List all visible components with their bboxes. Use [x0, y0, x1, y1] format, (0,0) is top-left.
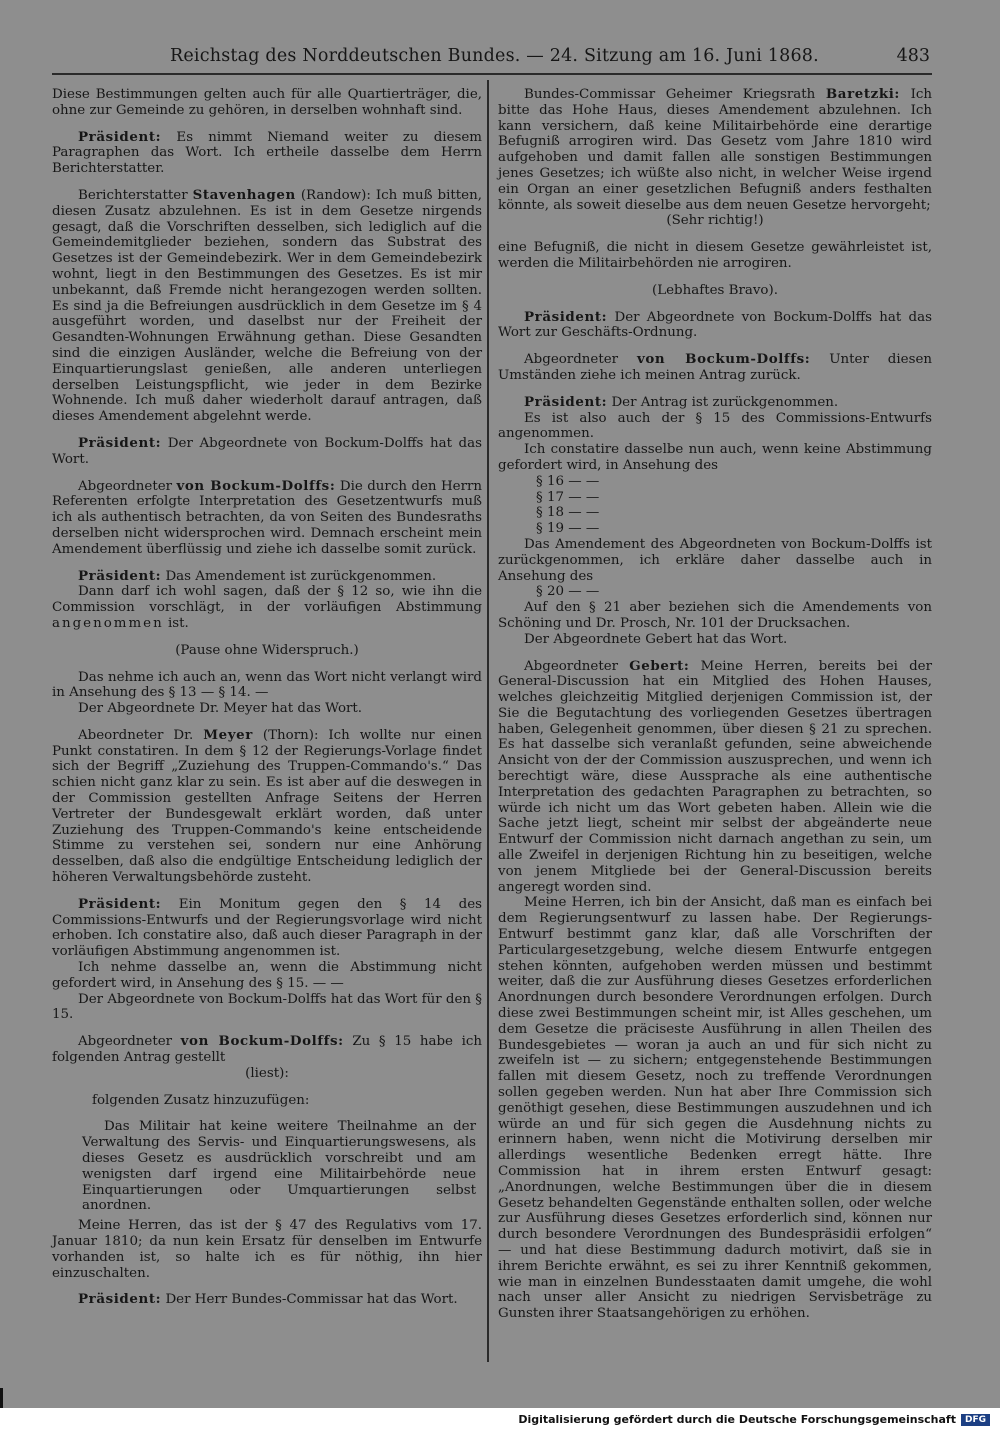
speaker-prefix: Abgeordneter: [78, 478, 177, 494]
left-paragraph: [52, 960, 482, 992]
left-paragraph: [52, 1093, 482, 1109]
speaker-name: Stavenhagen: [192, 186, 296, 203]
paragraph-text: (Sehr richtig!): [666, 213, 764, 229]
paragraph-text: Auf den § 21 aber beziehen sich die Amendements von Schöning und Dr. Prosch, Nr. 101 der Drucksachen.: [498, 600, 932, 631]
speaker-name: Präsident:: [524, 308, 608, 325]
spaced-emphasis: angenommen: [52, 615, 164, 631]
left-paragraph: [52, 992, 482, 1024]
right-paragraph: [498, 600, 932, 632]
speaker-name: Präsident:: [78, 1291, 162, 1308]
paragraph-text: Ich nehme dasselbe an, wenn die Abstimmung nicht gefordert wird, in Ansehung des § 15. — —: [52, 960, 482, 991]
paragraph-text: Es nimmt Niemand weiter zu diesem Paragraphen das Wort. Ich ertheile dasselbe dem Herrn Berichterstatter.: [52, 129, 482, 177]
footer-credit: Digitalisierung gefördert durch die Deutsche Forschungsgemeinschaft: [518, 1413, 956, 1426]
right-paragraph: [498, 537, 932, 584]
paragraph-text: (Thorn): Ich wollte nur einen Punkt constatiren. In dem § 12 der Regierungs-Vorlage findet sich der Begriff „Zuziehung des Truppen-Commando's.“ Das schien nicht ganz klar zu sein. Es ist aber auf die deswegen in der Commission gestellten Anfrage Seitens der Herren Vertreter der Bundesgewalt erklärt worden, daß unter Zuziehung des Truppen-Commando's keine entscheidende Stimme zu verstehen sei, sondern nur eine Anhörung desselben, daß also die endgültige Entscheidung lediglich der höheren Verwaltungsbehörde zusteht.: [52, 727, 482, 886]
speaker-name: von Bockum-Dolffs:: [636, 351, 811, 368]
speaker-name: Präsident:: [78, 434, 162, 451]
paragraph-text: Der Abgeordnete von Bockum-Dolffs hat das Wort zur Geschäfts-Ordnung.: [498, 309, 932, 341]
left-paragraph: [52, 1292, 482, 1308]
paragraph-text: Diese Bestimmungen gelten auch für alle Quartierträger, die, ohne zur Gemeinde zu gehören, in derselben wohnhaft sind.: [52, 87, 482, 118]
right-paragraph: [498, 213, 932, 229]
speaker-name: Präsident:: [78, 128, 162, 145]
speaker-prefix: Dann darf ich wohl sagen, daß der § 12 so, wie ihn die Commission vorschlägt, in der vorläufigen Abstimmung: [52, 584, 482, 616]
speaker-prefix: Abgeordneter: [524, 658, 630, 674]
paragraph-text: eine Befugniß, die nicht in diesem Gesetze gewährleistet ist, werden die Militairbehörden nie arrogiren.: [498, 240, 932, 271]
paragraph-text: Das Militair hat keine weitere Theilnahme an der Verwaltung des Servis- und Einquartierungswesens, als dieses Gesetz es ausdrücklich vorschreibt und am wenigsten darf irgend eine Militairbehörde neue Einquartierungen oder Umquartierungen selbst anordnen.: [82, 1119, 476, 1214]
right-paragraph: [498, 490, 932, 506]
right-paragraph: [498, 310, 932, 342]
right-paragraph: [498, 474, 932, 490]
paragraph-text: (Randow): Ich muß bitten, diesen Zusatz abzulehnen. Es ist in dem Gesetze nirgends gesagt, daß die Vorschriften desselben, sich lediglich auf die Gemeindemitglieder beziehen, sondern das Substrat des Gesetzes ist der Gemeindebezirk. Wer in dem Gemeindebezirk wohnt, liegt in den Bestimmungen des Gesetzes. Es ist mir unbekannt, daß Fremde nicht herangezogen werden sollten. Es sind ja die Befreiungen ausdrücklich in dem Gesetze im § 4 ausgeführt worden, und daselbst nur der Freiheit der Gesandten-Wohnungen Erwähnung gethan. Diese Gesandten sind die einzigen Ausländer, welche die Befreiung von der Einquartierungslast genießen, alle anderen unterliegen derselben Leistungspflicht, wie jeder in dem Bezirke Wohnende. Ich muß daher wiederholt darauf antragen, daß dieses Amendement abgelehnt werde.: [52, 187, 482, 425]
paragraph-text: § 18 — —: [536, 505, 600, 521]
right-paragraph: [498, 521, 932, 537]
speaker-prefix: Abeordneter Dr.: [78, 727, 204, 743]
right-paragraph: [498, 632, 932, 648]
left-paragraph: [52, 130, 482, 177]
speaker-name: Meyer: [203, 726, 253, 743]
paragraph-text: Der Abgeordnete von Bockum-Dolffs hat das Wort für den § 15.: [52, 991, 482, 1023]
speaker-prefix: Bundes-Commissar Geheimer Kriegsrath: [524, 87, 826, 102]
header-rule: [52, 73, 932, 75]
left-paragraph: [52, 479, 482, 558]
left-paragraph: [52, 584, 482, 631]
page-number: 483: [896, 46, 930, 66]
running-header: [170, 44, 930, 70]
paragraph-text: Meine Herren, das ist der § 47 des Regulativs vom 17. Januar 1810; da nun kein Ersatz für denselben im Entwurfe vorhanden ist, so halte ich es für nöthig, ihn hier einzuschalten.: [52, 1218, 482, 1281]
paragraph-text: Ein Monitum gegen den § 14 des Commissions-Entwurfs und der Regierungsvorlage wird nicht erhoben. Ich constatire also, daß auch dieser Paragraph in der vorläufigen Abstimmung angenommen ist.: [52, 896, 482, 960]
paragraph-text: ist.: [163, 615, 189, 631]
right-paragraph: [498, 659, 932, 896]
right-paragraph: [498, 895, 932, 1322]
paragraph-text: Es ist also auch der § 15 des Commissions-Entwurfs angenommen.: [498, 410, 932, 442]
right-paragraph: [498, 395, 932, 411]
dfg-logo: DFG: [961, 1414, 990, 1426]
right-paragraph: [498, 87, 932, 213]
paragraph-text: Das Amendement des Abgeordneten von Bockum-Dolffs ist zurückgenommen, ich erkläre daher dasselbe auch in Ansehung des: [498, 536, 932, 584]
paragraph-text: folgenden Zusatz hinzuzufügen:: [92, 1092, 310, 1108]
left-paragraph: [52, 728, 482, 886]
left-paragraph: [52, 670, 482, 702]
paragraph-text: Der Abgeordnete von Bockum-Dolffs hat das Wort.: [52, 435, 482, 467]
left-paragraph: [52, 1034, 482, 1066]
speaker-name: von Bockum-Dolffs:: [176, 477, 336, 494]
paragraph-text: Der Abgeordnete Gebert hat das Wort.: [524, 631, 788, 647]
right-column: [498, 87, 932, 1333]
paragraph-text: Ich constatire dasselbe nun auch, wenn keine Abstimmung gefordert wird, in Ansehung des: [498, 442, 932, 473]
paragraph-text: (liest):: [245, 1065, 289, 1081]
left-paragraph: [52, 569, 482, 585]
paragraph-text: Die durch den Herrn Referenten erfolgte Interpretation des Gesetzentwurfs muß ich als authentisch betrachten, da von Seiten des Bundesraths derselben nicht widersprochen wird. Demnach erscheint mein Amendement überflüssig und ziehe ich dasselbe somit zurück.: [52, 478, 482, 557]
left-paragraph: [52, 1218, 482, 1281]
paragraph-text: § 19 — —: [536, 521, 600, 537]
paragraph-text: (Pause ohne Widerspruch.): [175, 642, 359, 658]
paragraph-text: Der Abgeordnete Dr. Meyer hat das Wort.: [78, 701, 363, 717]
speaker-name: Präsident:: [524, 393, 608, 410]
left-paragraph: [52, 1066, 482, 1082]
left-column: [52, 87, 482, 1319]
paragraph-text: Zu § 15 habe ich folgenden Antrag gestellt: [52, 1034, 482, 1066]
speaker-name: Präsident:: [78, 567, 162, 584]
left-paragraph: [52, 1119, 482, 1214]
speaker-name: von Bockum-Dolffs:: [180, 1033, 344, 1050]
left-paragraph: [52, 87, 482, 119]
speaker-name: Präsident:: [78, 895, 162, 912]
left-paragraph: [52, 701, 482, 717]
right-paragraph: [498, 240, 932, 272]
speaker-prefix: Abgeordneter: [78, 1034, 181, 1050]
paragraph-text: Das Amendement ist zurückgenommen.: [161, 568, 437, 584]
right-paragraph: [498, 505, 932, 521]
paragraph-text: (Lebhaftes Bravo).: [652, 282, 778, 298]
speaker-prefix: Berichterstatter: [78, 187, 193, 203]
scan-edge-mark: [0, 1388, 3, 1408]
paragraph-text: Ich bitte das Hohe Haus, dieses Amendement abzulehnen. Ich kann versichern, daß keine Militairbehörde eine derartige Befugniß arrogiren wird. Das Gesetz vom Jahre 1810 wird aufgehoben und damit fallen alle sonstigen Bestimmungen jenes Gesetzes; ich wüßte also nicht, in welcher Weise irgend ein Organ an einer gesetzlichen Befugniß anders festhalten könnte, als soweit dieselbe aus dem neuen Gesetze hervorgeht;: [498, 87, 933, 213]
paragraph-text: Meine Herren, ich bin der Ansicht, daß man es einfach bei dem Regierungsentwurf zu lassen habe. Der Regierungs-Entwurf bestimmt ganz klar, daß alle Vorschriften der Particulargesetzgebung, welche diesem Entwurfe entgegen stehen könnten, aufgehoben werden müssen und bestimmt weiter, daß die zur Ausführung dieses Gesetzes erforderlichen Anordnungen durch besondere Verordnungen erfolgen. Durch diese zwei Bestimmungen scheint mir, ist Alles geschehen, um dem Gesetze die präciseste Ausführung in allen Theilen des Bundesgebietes — woran ja auch an und für sich nicht zu zweifeln ist — zu sichern; entgegenstehende Bestimmungen fallen mit diesem Gesetz, noch zu treffende Verordnungen sollen gegeben werden. Nun hat aber Ihre Commission sich genöthigt gesehen, diese Bestimmungen auszudehnen und ich würde an und für sich gegen die Ausdehnung nichts zu erinnern haben, wenn nicht die Motivirung derselben mir allerdings wesentliche Bedenken erregt hätte. Ihre Commission hat in ihrem ersten Entwurf gesagt: „Anordnungen, welche Bestimmungen über die in diesem Gesetz behandelten Gegenstände enthalten sollen, oder welche zur Ausführung dieses Gesetzes erforderlich sind, können nur durch besondere Verordnungen des Bundespräsidii erfolgen“ — und hat diese Bestimmung dadurch motivirt, daß sie in ihrem Berichte erwähnt, es sei zu ihrer Kenntniß gekommen, wie man in einzelnen Bundesstaaten damit umgehe, die wohl nach unser aller Ansicht zu niedrigen Servisbeträge zu Gunsten ihrer Staatsangehörigen zu erhöhen.: [498, 895, 932, 1322]
column-divider: [487, 80, 489, 1362]
right-paragraph: [498, 352, 932, 384]
left-paragraph: [52, 436, 482, 468]
paragraph-text: § 17 — —: [536, 489, 600, 505]
header-title: Reichstag des Norddeutschen Bundes. — 24. Sitzung am 16. Juni 1868.: [170, 46, 819, 66]
paragraph-text: Der Herr Bundes-Commissar hat das Wort.: [161, 1292, 458, 1308]
digitization-footer: [518, 1413, 990, 1426]
right-paragraph: [498, 283, 932, 299]
paragraph-text: Der Antrag ist zurückgenommen.: [607, 394, 839, 410]
left-paragraph: [52, 897, 482, 960]
right-paragraph: [498, 442, 932, 474]
speaker-prefix: Abgeordneter: [524, 352, 637, 368]
right-paragraph: [498, 584, 932, 600]
paragraph-text: § 16 — —: [536, 473, 600, 489]
speaker-name: Baretzki:: [825, 86, 900, 102]
paragraph-text: Unter diesen Umständen ziehe ich meinen Antrag zurück.: [498, 352, 932, 383]
paragraph-text: Meine Herren, bereits bei der General-Discussion hat ein Mitglied des Hohen Hauses, welches gleichzeitig Mitglied derjenigen Commission ist, der Sie die Begutachtung des vorliegenden Gesetzes übertragen haben, Gelegenheit genommen, über diesen § 21 zu sprechen. Es hat dasselbe sich veranlaßt gefunden, seine abweichende Ansicht von der der Commission auszusprechen, und wenn ich berechtigt wäre, diese Aussprache als eine authentische Interpretation des gedachten Paragraphen zu betrachten, so würde ich nicht um das Wort gebeten haben. Allein wie die Sache jetzt liegt, scheint mir selbst der abgeänderte neue Entwurf der Commission nicht darnach angethan zu sein, um alle Zweifel in derjenigen Richtung hin zu beseitigen, welche von jenem Mitgliede bei der General-Discussion bereits angeregt worden sind.: [498, 658, 932, 895]
left-paragraph: [52, 643, 482, 659]
left-paragraph: [52, 188, 482, 425]
right-paragraph: [498, 411, 932, 443]
paragraph-text: Das nehme ich auch an, wenn das Wort nicht verlangt wird in Ansehung des § 13 — § 14. —: [52, 669, 482, 701]
speaker-name: Gebert:: [629, 657, 690, 674]
paragraph-text: § 20 — —: [536, 584, 600, 600]
